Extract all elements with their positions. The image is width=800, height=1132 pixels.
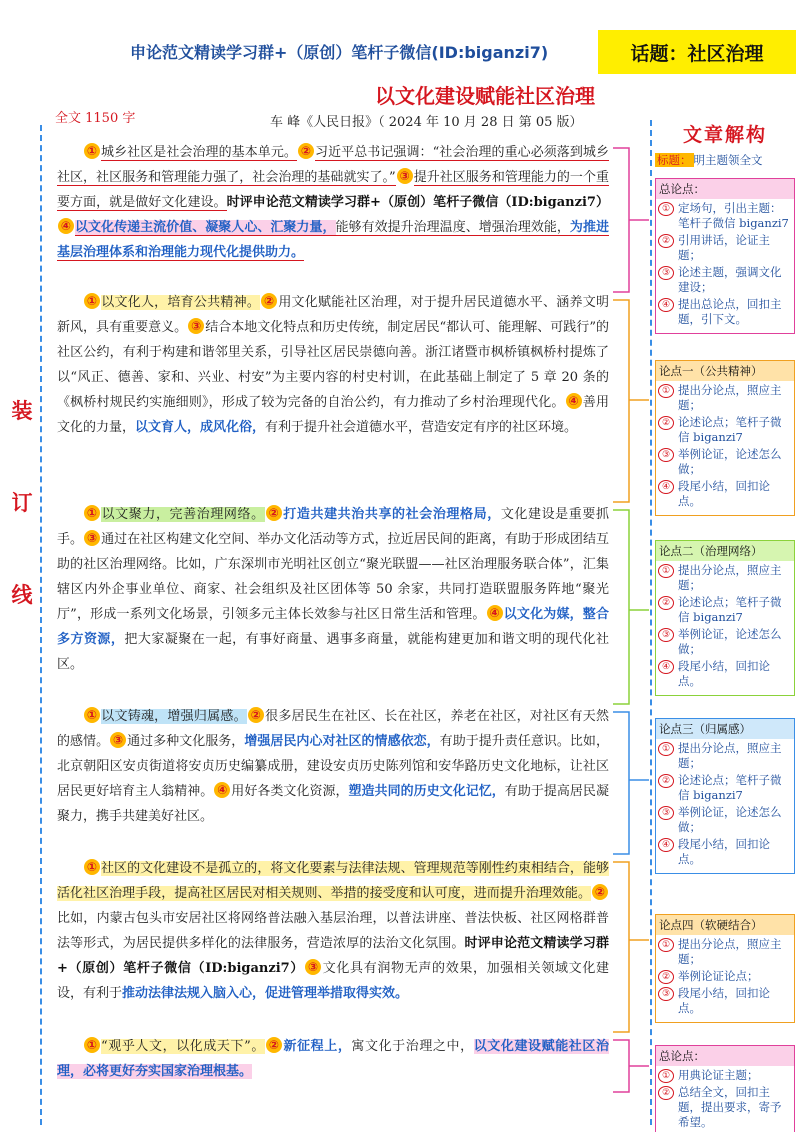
sentence: 能够有效提升治理温度、增强治理效能， [335, 220, 570, 235]
paragraph-intro [57, 140, 609, 290]
section-brackets [611, 140, 651, 1100]
annotation-item [658, 986, 792, 1016]
annotation-number: ③ [658, 448, 674, 462]
sentence-number-badge: ① [84, 859, 100, 875]
sentence: 提升社区服务和管理能力的一个重要方面，就是做好文化建设。 [57, 170, 609, 210]
annotation-item [658, 595, 792, 625]
annotation-box-heading: 论点二（治理网络） [656, 541, 794, 561]
annotation-box [655, 540, 795, 696]
annotation-text: 论述论点；笔杆子微信 biganzi7 [678, 415, 782, 444]
sentence: 有助于提高居民凝聚力，携手共建美好社区。 [57, 784, 609, 824]
annotation-list [656, 381, 794, 515]
annotation-number: ① [658, 384, 674, 398]
annotation-item [658, 741, 792, 771]
sentence-number-badge: ② [248, 707, 264, 723]
sentence: 比如，内蒙古包头市安居社区将网络普法融入基层治理，以普法讲座、普法快板、社区网格群普法等形式，为居民提供多样化的法律服务，营造浓厚的法治文化氛围。 [57, 911, 609, 951]
key-phrase: 为推进基层治理体系和治理能力现代化提供助力。 [57, 220, 609, 260]
bracket-point-1 [613, 300, 649, 502]
binding-char: 订 [11, 491, 33, 515]
binding-line-label [10, 395, 34, 671]
annotation-text: 段尾小结，回扣论点。 [678, 479, 770, 508]
annotation-text: 论述论点；笔杆子微信 biganzi7 [678, 773, 782, 802]
sentence: 寓文化于治理之中， [351, 1039, 474, 1054]
annotation-item [658, 937, 792, 967]
annotation-item [658, 969, 792, 984]
sentence-number-badge: ④ [487, 605, 503, 621]
byline: 车 峰《人民日报》（ 2024 年 10 月 28 日 第 05 版） [270, 115, 583, 130]
sentence-number-badge: ① [84, 505, 100, 521]
binding-char: 线 [11, 583, 33, 607]
annotation-text: 提出总论点，回扣主题，引下文。 [678, 297, 782, 326]
sentence-number-badge: ① [84, 1037, 100, 1053]
annotation-box-heading: 论点四（软硬结合） [656, 915, 794, 935]
structure-sidebar [655, 120, 795, 1132]
bracket-point-2 [613, 510, 649, 704]
annotation-text: 论述论点；笔杆子微信 biganzi7 [678, 595, 782, 624]
article-title: 以文化建设赋能社区治理 [375, 84, 595, 108]
annotation-number: ① [658, 1069, 674, 1083]
binding-char: 装 [11, 399, 33, 423]
annotation-text: 总结全文，回扣主题，提出要求，寄予希望。 [678, 1085, 782, 1129]
annotation-text: 用典论证主题； [678, 1068, 759, 1082]
sentence-number-badge: ③ [305, 959, 321, 975]
annotation-number: ④ [658, 480, 674, 494]
sentence-number-badge: ② [266, 1037, 282, 1053]
annotation-text: 提出分论点，照应主题； [678, 563, 782, 592]
annotation-boxes [655, 178, 795, 1132]
key-phrase: 以文化传递主流价值、凝聚人心、汇聚力量， [75, 220, 336, 235]
sentence-number-badge: ① [84, 143, 100, 159]
bracket-point-4 [613, 862, 649, 1032]
annotation-number: ① [658, 742, 674, 756]
annotation-text: 提出分论点，照应主题； [678, 383, 782, 412]
sub-point-heading: 以文聚力，完善治理网络。 [101, 507, 265, 522]
annotation-text: 段尾小结，回扣论点。 [678, 659, 770, 688]
annotation-number: ① [658, 938, 674, 952]
sentence: 用好各类文化资源， [231, 784, 349, 799]
sentence-number-badge: ① [84, 707, 100, 723]
annotation-box-heading: 论点三（归属感） [656, 719, 794, 739]
sentence: 通过在社区构建文化空间、举办文化活动等方式，拉近居民间的距离，有助于形成团结互助的社区治理网络。比如，广东深圳市光明社区创立“聚光联盟——社区治理服务联合体”，汇集辖区内外企事业单位、商家、社会组织及社区团体等 50 余家，共同打造联盟服务阵地“聚光厅”，形成一系列文化场景，引领多元主体长效参与社区日常生活和管理。 [57, 532, 609, 622]
sentence-number-badge: ① [84, 293, 100, 309]
sentence: 文化具有润物无声的效果，加强相关领域文化建设，有利于 [57, 961, 609, 1001]
annotation-item [658, 383, 792, 413]
sentence: 把大家凝聚在一起，有事好商量、遇事多商量，就能构建更加和谐文明的现代化社区。 [57, 632, 609, 672]
sentence-number-badge: ③ [110, 732, 126, 748]
annotation-item [658, 479, 792, 509]
sentence: 习近平总书记强调：“社会治理的重心必须落到城乡社区，社区服务和管理能力强了，社会治理的基础就实了。” [57, 145, 609, 185]
paragraph-point-2 [57, 502, 609, 704]
annotation-list [656, 199, 794, 333]
annotation-number: ② [658, 416, 674, 430]
sentence: 很多居民生在社区、长在社区，养老在社区，对社区有天然的感情。 [57, 709, 609, 749]
annotation-item [658, 265, 792, 295]
annotation-number: ① [658, 202, 674, 216]
annotation-item [658, 563, 792, 593]
key-phrase: 以文化建设赋能社区治理，必将更好夯实国家治理根基。 [57, 1039, 609, 1079]
title-annotation [655, 152, 795, 172]
annotation-item [658, 415, 792, 445]
annotation-item [658, 1085, 792, 1130]
annotation-number: ④ [658, 298, 674, 312]
sentence-number-badge: ③ [397, 168, 413, 184]
sentence-number-badge: ② [266, 505, 282, 521]
sentence: 善用文化的力量， [57, 395, 609, 435]
sentence-number-badge: ④ [58, 218, 74, 234]
annotation-text: 引用讲话，论证主题； [678, 233, 770, 262]
annotation-text: 举例论证，论述怎么做； [678, 805, 782, 834]
title-tag: 标题： [657, 153, 692, 167]
sentence: 结合本地文化特点和历史传统，制定居民“都认可、能理解、可践行”的社区公约，有利于构建和谐邻里关系，引导社区居民崇德向善。浙江诸暨市枫桥镇枫桥村提炼了以“风正、德善、家和、兴业、村安”为主要内容的村史村训，在此基础上制定了 5 章 20 条的《枫桥村规民约实施细则》，形成了较为完备的自治公约，有力推动了乡村治理现代化。 [57, 320, 609, 410]
word-count: 全文 1150 字 [55, 111, 136, 126]
annotation-box-heading: 总论点： [656, 179, 794, 199]
sentence: 有利于提升社会道德水平，营造安定有序的社区环境。 [265, 420, 578, 435]
annotation-box [655, 178, 795, 334]
sentence: 文化建设是重要抓手。 [57, 507, 609, 547]
annotation-text: 举例论证，论述怎么做； [678, 627, 782, 656]
binding-dashed-line [40, 125, 42, 1125]
key-phrase: 以文化为媒，整合多方资源， [57, 607, 609, 647]
paragraph-point-4 [57, 856, 609, 1034]
bracket-point-3 [613, 712, 649, 854]
annotation-number: ④ [658, 838, 674, 852]
annotation-text: 举例论证论点； [678, 969, 759, 983]
sentence-number-badge: ④ [566, 393, 582, 409]
annotation-number: ② [658, 970, 674, 984]
annotation-item [658, 837, 792, 867]
annotation-box [655, 360, 795, 516]
paragraph-point-1 [57, 290, 609, 502]
sentence: 城乡社区是社会治理的基本单元。 [101, 145, 297, 160]
sub-point-heading: 以文化人，培育公共精神。 [101, 295, 261, 310]
sidebar-title: 文章解构 [682, 124, 767, 146]
annotation-text: 论述主题，强调文化建设； [678, 265, 782, 294]
topic-label: 话题：社区治理 [598, 30, 796, 74]
key-phrase: 打造共建共治共享的社会治理格局， [282, 507, 501, 522]
bracket-intro [613, 148, 649, 292]
sub-point-heading: 以文铸魂，增强归属感。 [101, 709, 247, 724]
annotation-box [655, 1045, 795, 1132]
paragraph-conclusion [57, 1034, 609, 1094]
key-phrase: 新征程上， [282, 1039, 352, 1054]
annotation-number: ③ [658, 266, 674, 280]
promo-text: 时评申论范文精读学习群+（原创）笔杆子微信（ID:biganzi7） [57, 936, 609, 976]
annotation-number: ③ [658, 806, 674, 820]
sentence-number-badge: ③ [188, 318, 204, 334]
title-annotation-text: 明主题领全文 [693, 153, 763, 167]
sentence: 通过多种文化服务， [127, 734, 245, 749]
key-phrase: 以文育人，成风化俗， [135, 420, 266, 435]
group-header-line: 申论范文精读学习群+（原创）笔杆子微信(ID:biganzi7) [130, 43, 549, 62]
annotation-number: ② [658, 774, 674, 788]
key-phrase: 塑造共同的历史文化记忆， [348, 784, 505, 799]
annotation-box [655, 718, 795, 874]
annotation-number: ① [658, 564, 674, 578]
annotation-number: ③ [658, 628, 674, 642]
sentence-number-badge: ② [298, 143, 314, 159]
sentence-number-badge: ④ [214, 782, 230, 798]
sentence-number-badge: ② [592, 884, 608, 900]
annotation-item [658, 233, 792, 263]
sub-point-heading: 社区的文化建设不是孤立的，将文化要素与法律法规、管理规范等刚性约束相结合，能够活化社区治理手段，提高社区居民对相关规则、举措的接受度和认可度，进而提升治理效能。 [57, 861, 609, 901]
annotation-text: 提出分论点，照应主题； [678, 741, 782, 770]
annotation-list [656, 561, 794, 695]
annotation-number: ② [658, 1086, 674, 1100]
sentence: 有助于提升责任意识。比如，北京朝阳区安贞街道将安贞历史编纂成册，建设安贞历史陈列馆和安华路历史文化地标，让社区居民更好培育主人翁精神。 [57, 734, 609, 799]
annotation-number: ② [658, 234, 674, 248]
annotation-item [658, 627, 792, 657]
annotation-item [658, 805, 792, 835]
annotation-text: 提出分论点，照应主题； [678, 937, 782, 966]
annotation-item [658, 201, 792, 231]
annotation-number: ③ [658, 987, 674, 1001]
article-body [57, 140, 609, 1094]
sentence: 用文化赋能社区治理，对于提升居民道德水平、涵养文明新风，具有重要意义。 [57, 295, 609, 335]
annotation-item [658, 659, 792, 689]
annotation-list [656, 1066, 794, 1132]
sentence-number-badge: ③ [84, 530, 100, 546]
annotation-list [656, 935, 794, 1022]
annotation-item [658, 1068, 792, 1083]
annotation-item [658, 297, 792, 327]
annotation-box-heading: 论点一（公共精神） [656, 361, 794, 381]
annotation-text: 举例论证，论述怎么做； [678, 447, 782, 476]
annotation-box [655, 914, 795, 1023]
annotation-text: 定场句，引出主题：笔杆子微信 biganzi7 [678, 201, 789, 230]
bracket-conclusion [613, 1040, 649, 1092]
sentence: “观乎人文，以化成天下”。 [101, 1039, 265, 1054]
sentence-number-badge: ② [261, 293, 277, 309]
annotation-item [658, 447, 792, 477]
promo-text: 时评申论范文精读学习群+（原创）笔杆子微信（ID:biganzi7） [226, 195, 609, 210]
annotation-box-heading: 总论点： [656, 1046, 794, 1066]
paragraph-point-3 [57, 704, 609, 856]
annotation-number: ② [658, 596, 674, 610]
annotation-item [658, 773, 792, 803]
key-phrase: 推动法律法规入脑入心，促进管理举措取得实效。 [122, 986, 409, 1001]
annotation-text: 段尾小结，回扣论点。 [678, 837, 770, 866]
annotation-text: 段尾小结，回扣论点。 [678, 986, 770, 1015]
annotation-number: ④ [658, 660, 674, 674]
key-phrase: 增强居民内心对社区的情感依恋， [244, 734, 440, 749]
annotation-list [656, 739, 794, 873]
